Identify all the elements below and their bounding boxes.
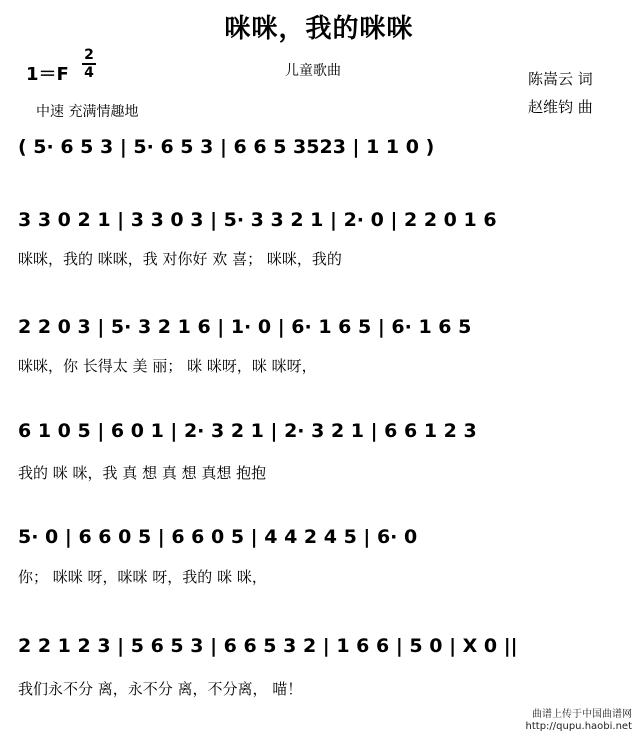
notes-line: 2 2 0 3 | 5· 3 2 1 6 | 1· 0 | 6· 1 6 5 | 6· 1 6 5 (18, 316, 472, 338)
watermark (526, 709, 632, 733)
tempo-marking: 中速 充满情趣地 (36, 104, 139, 120)
notes-line: 6 1 0 5 | 6 0 1 | 2· 3 2 1 | 2· 3 2 1 | 6 6 1 2 3 (18, 420, 477, 442)
watermark-line-2: http://qupu.haobi.net (525, 721, 632, 732)
lyrics-line: 咪咪，我的 咪咪，我 对你好 欢 喜； 咪咪，我的 (18, 250, 342, 268)
time-denominator: 4 (84, 65, 94, 81)
lyrics-line: 你； 咪咪 呀，咪咪 呀，我的 咪 咪， (18, 568, 267, 586)
composer-credit: 赵维钧 曲 (528, 98, 593, 116)
page-title: 咪咪，我的咪咪 (224, 14, 414, 44)
notes-line: 5· 0 | 6 6 0 5 | 6 6 0 5 | 4 4 2 4 5 | 6· 0 (18, 526, 418, 548)
lyrics-line: 我们永不分 离，永不分 离，不分离， 喵！ (18, 680, 303, 698)
lyricist-credit: 陈嵩云 词 (528, 70, 593, 88)
lyrics-line: 我的 咪 咪，我 真 想 真 想 真想 抱抱 (18, 464, 267, 482)
notes-line: ( 5· 6 5 3 | 5· 6 5 3 | 6 6 5 3523 | 1 1 0 ) (18, 136, 435, 158)
time-signature (82, 47, 96, 81)
notes-line: 3 3 0 2 1 | 3 3 0 3 | 5· 3 3 2 1 | 2· 0 | 2 2 0 1 6 (18, 209, 497, 231)
watermark-line-1: 曲谱上传于中国曲谱网 (532, 709, 632, 720)
lyrics-line: 咪咪，你 长得太 美 丽； 咪 咪呀，咪 咪呀， (18, 357, 317, 375)
notes-line: 2 2 1 2 3 | 5 6 5 3 | 6 6 5 3 2 | 1 6 6 | 5 0 | X 0 || (18, 635, 518, 657)
time-numerator: 2 (82, 47, 96, 65)
subtitle: 儿童歌曲 (285, 63, 341, 79)
key-signature: 1＝F (26, 64, 69, 85)
